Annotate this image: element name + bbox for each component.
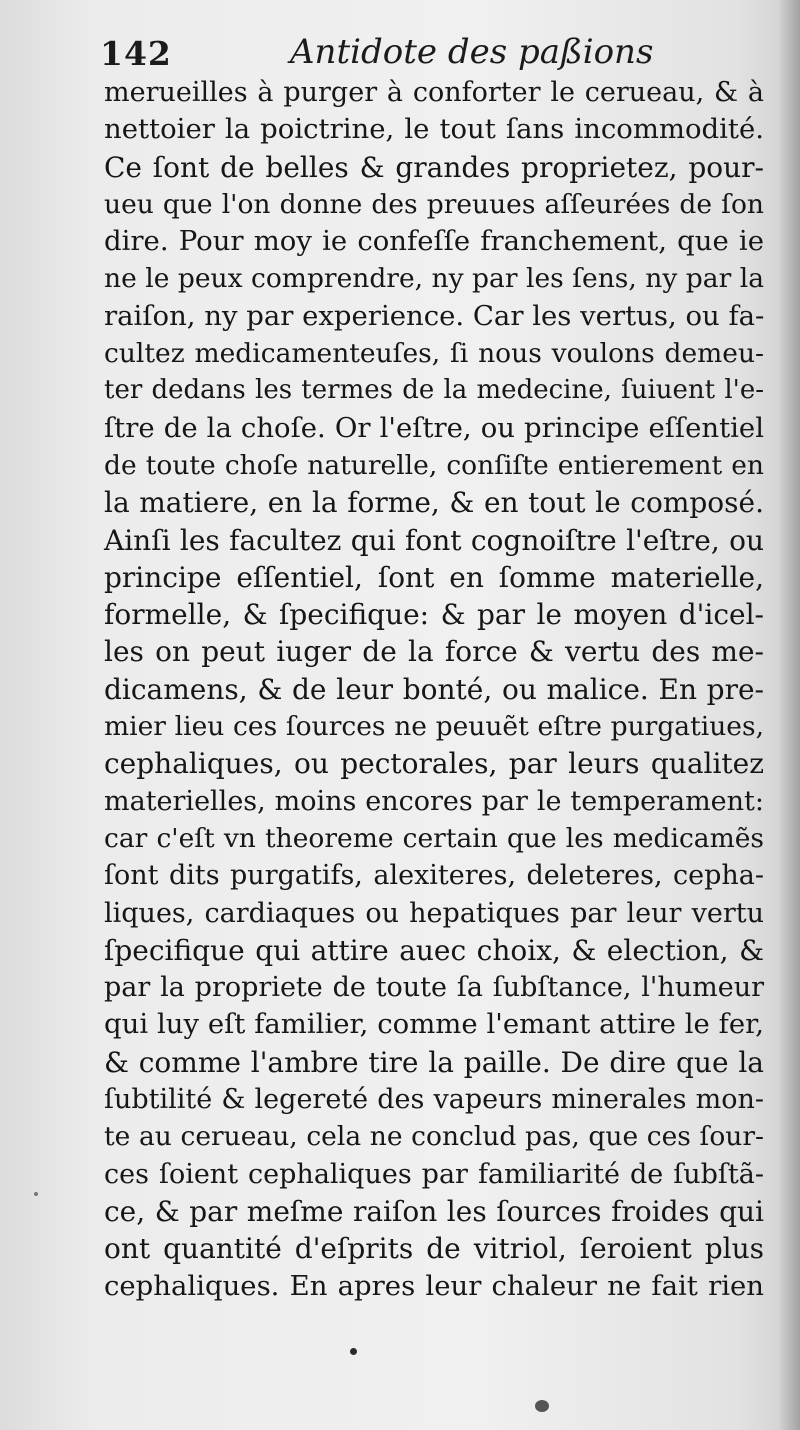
page-number: 142 xyxy=(100,34,172,73)
text-line: ſubtilité & legereté des vapeurs minerales mon- xyxy=(104,1084,764,1116)
text-line: raiſon, ny par experience. Car les vertus, ou fa- xyxy=(104,299,765,332)
text-line: & comme l'ambre tire la paille. De dire que la xyxy=(104,1045,764,1079)
ink-speck xyxy=(535,1400,549,1412)
text-line: ont quantité d'eſprits de vitriol, ſeroient plus xyxy=(104,1232,764,1266)
text-line: ſpecifique qui attire auec choix, & election, & xyxy=(104,933,764,967)
text-line: ces ſoient cephaliques par familiarité de ſubſtã- xyxy=(104,1158,764,1190)
running-title: Antidote des paßions xyxy=(290,32,654,72)
page-edge-shadow xyxy=(778,0,800,1430)
text-line: par la propriete de toute ſa ſubſtance, l'humeur xyxy=(104,972,764,1004)
text-line: cephaliques, ou pectorales, par leurs qualitez xyxy=(104,747,764,781)
text-line: principe eſſentiel, ſont en ſomme materielle, xyxy=(104,560,764,594)
text-line: te au cerueau, cela ne conclud pas, que ces ſour- xyxy=(104,1121,764,1153)
text-line: formelle, & ſpecifique: & par le moyen d'icel- xyxy=(104,598,764,632)
text-line: liques, cardiaques ou hepatiques par leur vertu xyxy=(104,897,764,929)
text-line: ueu que l'on donne des preuues aſſeurées de ſon xyxy=(104,188,764,220)
text-line: cultez medicamenteuſes, ſi nous voulons demeu- xyxy=(104,338,764,370)
text-line: car c'eſt vn theoreme certain que les medicamẽs xyxy=(104,822,764,854)
text-line: les on peut iuger de la force & vertu des me- xyxy=(104,635,764,669)
text-line: merueilles à purger à conforter le cerueau, & à xyxy=(104,77,764,108)
text-line: nettoier la poictrine, le tout ſans incommodité. xyxy=(104,113,764,146)
ink-speck xyxy=(34,1192,38,1196)
text-line: ter dedans les termes de la medecine, ſuiuent l'e- xyxy=(104,375,764,406)
text-line: de toute choſe naturelle, conſiſte entierement en xyxy=(104,449,764,481)
text-line: cephaliques. En apres leur chaleur ne fait rien xyxy=(104,1269,764,1302)
text-line: ce, & par meſme raiſon les ſources froides qui xyxy=(104,1194,764,1228)
text-line: dire. Pour moy ie confeſſe franchement, que ie xyxy=(104,225,764,258)
ink-speck xyxy=(350,1348,357,1355)
text-line: ſtre de la choſe. Or l'eſtre, ou principe eſſentiel xyxy=(104,411,764,444)
text-line: qui luy eſt familier, comme l'emant attire le fer, xyxy=(104,1008,764,1041)
text-line: mier lieu ces ſources ne peuuẽt eſtre purgatiues, xyxy=(104,711,764,743)
text-line: materielles, moins encores par le temperament: xyxy=(104,785,764,817)
text-line: dicamens, & de leur bonté, ou malice. En pre- xyxy=(104,672,764,706)
text-line: la matiere, en la forme, & en tout le composé. xyxy=(104,486,764,520)
text-line: Ce ſont de belles & grandes proprietez, pour- xyxy=(104,150,764,184)
text-line: ſont dits purgatifs, alexiteres, deleteres, cepha- xyxy=(104,860,764,892)
text-line: ne le peux comprendre, ny par les ſens, ny par la xyxy=(104,263,764,295)
page-header xyxy=(100,22,760,82)
body-text xyxy=(104,74,764,1305)
text-line: Ainſi les facultez qui font cognoiſtre l'eſtre, ou xyxy=(104,523,764,557)
